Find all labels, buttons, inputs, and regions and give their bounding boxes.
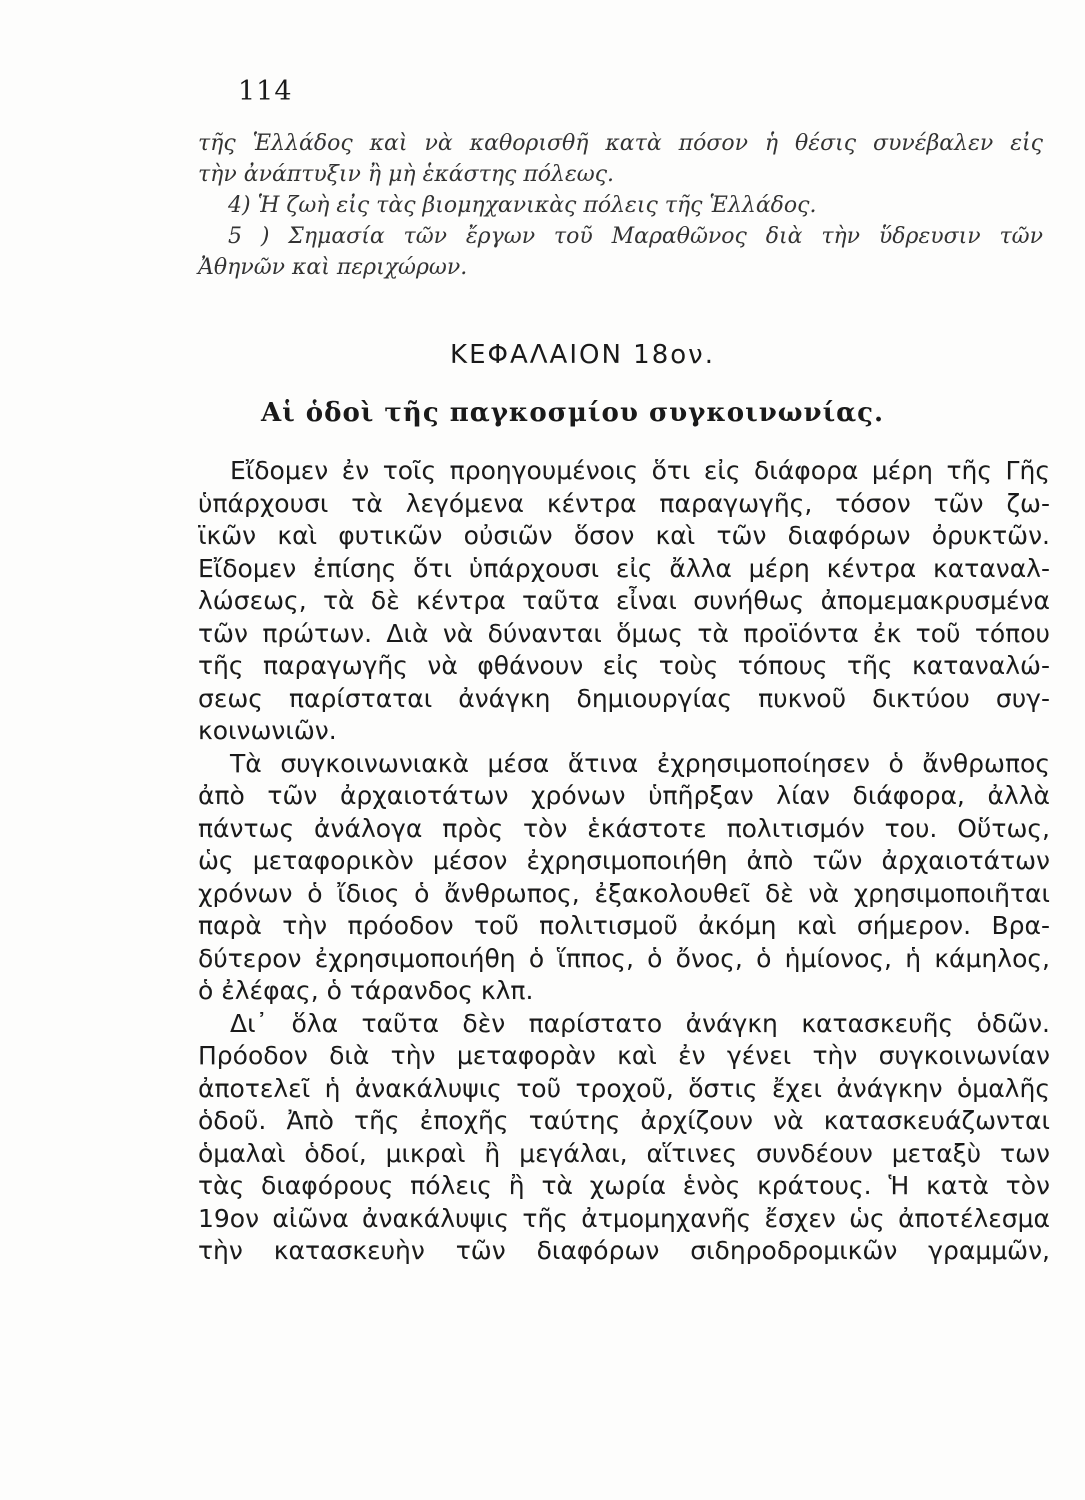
text-line: λώσεως, τὰ δὲ κέντρα ταῦτα εἶναι συνήθως ἀπομεμακρυσμένα — [198, 586, 1050, 615]
text-line: σεως παρίσταται ἀνάγκη δημιουργίας πυκνοῦ δικτύου συγ- — [198, 683, 1050, 713]
chapter-heading: ΚΕΦΑΛΑΙΟΝ 18ον. — [450, 340, 715, 370]
text-line: παρὰ τὴν πρόοδον τοῦ πολιτισμοῦ ἀκόμη καὶ σήμερον. Βρα- — [198, 911, 1050, 940]
text-line: ἀποτελεῖ ἡ ἀνακάλυψις τοῦ τροχοῦ, ὅστις ἔχει ἀνάγκην ὁμαλῆς — [198, 1073, 1050, 1103]
exercise-list — [198, 128, 1043, 283]
page-number: 114 — [238, 76, 293, 107]
text-line: ἀπὸ τῶν ἀρχαιοτάτων χρόνων ὑπῆρξαν λίαν διάφορα, ἀλλὰ — [198, 781, 1050, 810]
text-line: 19ον αἰῶνα ἀνακάλυψις τῆς ἀτμομηχανῆς ἔσχεν ὡς ἀποτέλεσμα — [198, 1203, 1050, 1233]
list-item: 4) Ἡ ζωὴ εἰς τὰς βιομηχανικὰς πόλεις τῆς Ἑλλάδος. — [228, 193, 817, 218]
text-line: τὰς διαφόρους πόλεις ἢ τὰ χωρία ἑνὸς κράτους. Ἡ κατὰ τὸν — [198, 1171, 1050, 1200]
text-line: Τὰ συγκοινωνιακὰ μέσα ἅτινα ἐχρησιμοποίησεν ὁ ἄνθρωπος — [230, 748, 1050, 778]
text-line: Πρόοδον διὰ τὴν μεταφορὰν καὶ ἐν γένει τὴν συγκοινωνίαν — [198, 1041, 1050, 1070]
text-line: ϊκῶν καὶ φυτικῶν οὐσιῶν ὅσον καὶ τῶν διαφόρων ὀρυκτῶν. — [198, 521, 1050, 550]
list-item: 5 ) Σημασία τῶν ἔργων τοῦ Μαραθῶνος διὰ τὴν ὕδρευσιν τῶν — [228, 224, 1043, 249]
text-line: ὁμαλαὶ ὁδοί, μικραὶ ἢ μεγάλαι, αἵτινες συνδέουν μεταξὺ των — [198, 1138, 1050, 1168]
text-line: πάντως ἀνάλογα πρὸς τὸν ἑκάστοτε πολιτισμόν του. Οὕτως, — [198, 813, 1050, 843]
list-item: τῆς Ἑλλάδος καὶ νὰ καθορισθῆ κατὰ πόσον ἡ θέσις συνέβαλεν εἰς — [198, 131, 1043, 156]
paragraph — [198, 1008, 1050, 1268]
text-line: ὁδοῦ. Ἀπὸ τῆς ἐποχῆς ταύτης ἀρχίζουν νὰ κατασκευάζωνται — [198, 1106, 1050, 1135]
text-line: Εἴδομεν ἐπίσης ὅτι ὑπάρχουσι εἰς ἄλλα μέρη κέντρα καταναλ- — [198, 553, 1050, 583]
text-line: κοινωνιῶν. — [198, 716, 337, 745]
text-line: τῆς παραγωγῆς νὰ φθάνουν εἰς τοὺς τόπους τῆς καταναλώ- — [198, 651, 1050, 680]
paragraph — [198, 748, 1050, 1008]
text-line: Δι᾽ ὅλα ταῦτα δὲν παρίστατο ἀνάγκη κατασκευῆς ὁδῶν. — [230, 1008, 1050, 1038]
text-line: τὴν κατασκευὴν τῶν διαφόρων σιδηροδρομικῶν γραμμῶν, — [198, 1236, 1050, 1265]
list-item: Ἀθηνῶν καὶ περιχώρων. — [198, 255, 468, 280]
text-line: τῶν πρώτων. Διὰ νὰ δύνανται ὅμως τὰ προϊόντα ἐκ τοῦ τόπου — [198, 618, 1050, 648]
text-line: ὁ ἐλέφας, ὁ τάρανδος κλπ. — [198, 976, 534, 1005]
text-line: χρόνων ὁ ἴδιος ὁ ἄνθρωπος, ἐξακολουθεῖ δὲ νὰ χρησιμοποιῆται — [198, 878, 1050, 908]
body-text — [198, 455, 1050, 1268]
list-item: τὴν ἀνάπτυξιν ἢ μὴ ἑκάστης πόλεως. — [198, 162, 615, 187]
text-line: ὡς μεταφορικὸν μέσον ἐχρησιμοποιήθη ἀπὸ τῶν ἀρχαιοτάτων — [198, 846, 1050, 875]
chapter-title: Αἱ ὁδοὶ τῆς παγκοσμίου συγκοινωνίας. — [260, 398, 885, 428]
text-line: δύτερον ἐχρησιμοποιήθη ὁ ἵππος, ὁ ὄνος, ὁ ἡμίονος, ἡ κάμηλος, — [198, 943, 1050, 973]
paragraph — [198, 455, 1050, 748]
text-line: Εἴδομεν ἐν τοῖς προηγουμένοις ὅτι εἰς διάφορα μέρη τῆς Γῆς — [230, 456, 1050, 485]
text-line: ὑπάρχουσι τὰ λεγόμενα κέντρα παραγωγῆς, τόσον τῶν ζω- — [198, 488, 1050, 518]
